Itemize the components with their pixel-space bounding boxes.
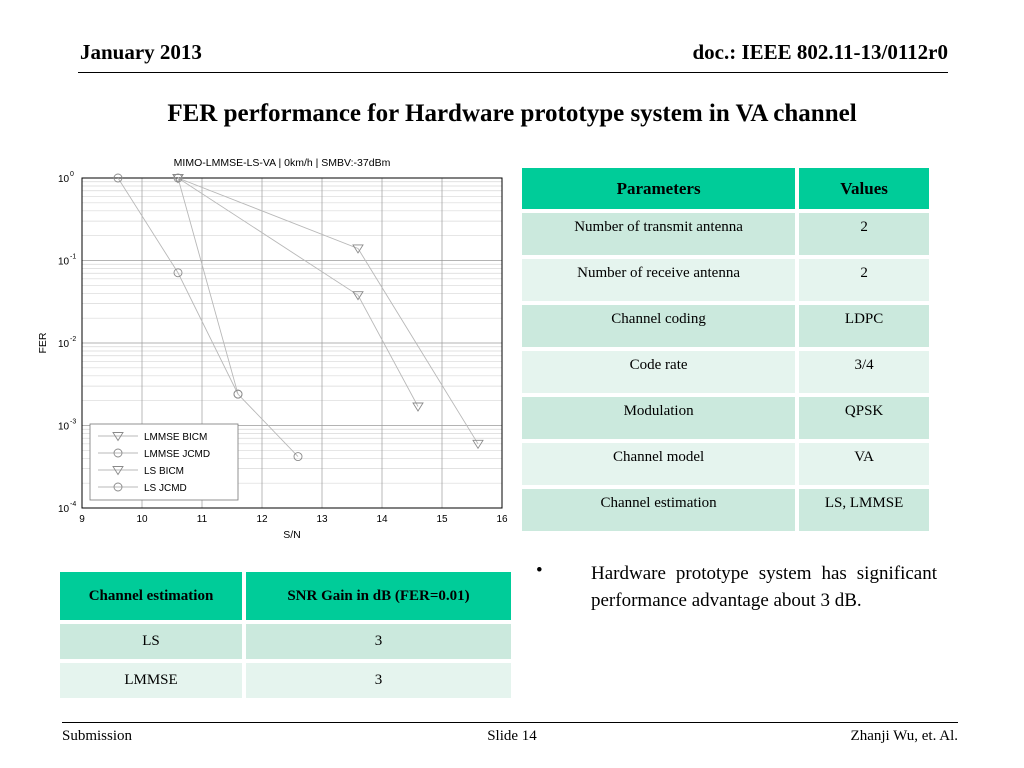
x-tick-label: 13 xyxy=(316,514,328,525)
series-line xyxy=(178,178,478,444)
footer-submission: Submission xyxy=(62,728,133,744)
y-tick-exponent: 0 xyxy=(70,171,74,178)
snr-gain-header: SNR Gain in dB (FER=0.01) xyxy=(244,570,513,622)
bullet-marker: • xyxy=(536,560,543,581)
y-tick-base: 10 xyxy=(58,504,70,515)
table-row xyxy=(520,487,931,533)
param-name: Modulation xyxy=(520,395,797,441)
x-axis-label: S/N xyxy=(283,529,301,541)
snr-gain-value: 3 xyxy=(244,661,513,700)
chart-title: MIMO-LMMSE-LS-VA | 0km/h | SMBV:-37dBm xyxy=(173,157,391,169)
table-row xyxy=(58,661,513,700)
table-row xyxy=(520,441,931,487)
param-value: LS, LMMSE xyxy=(797,487,931,533)
param-name: Code rate xyxy=(520,349,797,395)
header-doc-id: doc.: IEEE 802.11-13/0112r0 xyxy=(692,40,948,64)
header-divider xyxy=(78,72,948,73)
estimation-method: LMMSE xyxy=(58,661,244,700)
legend-label: LS BICM xyxy=(144,466,185,477)
param-value: 3/4 xyxy=(797,349,931,395)
param-name: Channel model xyxy=(520,441,797,487)
footer-author: Zhanji Wu, et. Al. xyxy=(850,728,958,744)
param-value: 2 xyxy=(797,257,931,303)
snr-gain-table xyxy=(58,570,513,700)
table-row xyxy=(520,395,931,441)
series-line xyxy=(178,178,298,457)
table-row xyxy=(520,211,931,257)
y-axis-label: FER xyxy=(37,332,49,354)
footer-divider xyxy=(62,722,958,723)
data-point xyxy=(473,440,483,448)
series-line xyxy=(118,178,238,394)
values-header: Values xyxy=(797,166,931,211)
x-tick-label: 16 xyxy=(496,514,508,525)
footer-slide-number: Slide 14 xyxy=(487,728,537,744)
snr-gain-value: 3 xyxy=(244,622,513,661)
legend-label: LS JCMD xyxy=(144,483,187,494)
y-tick-base: 10 xyxy=(58,256,70,268)
param-value: VA xyxy=(797,441,931,487)
x-tick-label: 11 xyxy=(196,514,208,525)
channel-estimation-header: Channel estimation xyxy=(58,570,244,622)
y-tick-exponent: -3 xyxy=(70,418,77,426)
param-value: LDPC xyxy=(797,303,931,349)
y-tick-base: 10 xyxy=(58,174,70,185)
legend-label: LMMSE BICM xyxy=(144,432,208,443)
x-tick-label: 9 xyxy=(79,514,85,525)
parameters-table xyxy=(520,166,931,533)
param-name: Channel coding xyxy=(520,303,797,349)
table-row xyxy=(520,303,931,349)
y-tick-exponent: -1 xyxy=(70,253,77,261)
y-tick-base: 10 xyxy=(58,339,70,350)
slide-title: FER performance for Hardware prototype system in VA channel xyxy=(167,100,857,127)
param-name: Number of receive antenna xyxy=(520,257,797,303)
table-row xyxy=(520,257,931,303)
param-value: QPSK xyxy=(797,395,931,441)
legend-label: LMMSE JCMD xyxy=(144,449,211,460)
param-name: Number of transmit antenna xyxy=(520,211,797,257)
y-tick-exponent: -2 xyxy=(70,336,77,343)
bullet-text: Hardware prototype system has significant performance advantage about 3 dB. xyxy=(591,563,937,611)
estimation-method: LS xyxy=(58,622,244,661)
fer-chart xyxy=(30,150,520,545)
header-date: January 2013 xyxy=(80,40,202,64)
x-tick-label: 10 xyxy=(136,514,148,525)
param-value: 2 xyxy=(797,211,931,257)
y-tick-exponent: -4 xyxy=(70,501,77,508)
y-tick-base: 10 xyxy=(58,421,70,433)
table-row xyxy=(58,622,513,661)
parameters-header: Parameters xyxy=(520,166,797,211)
x-tick-label: 15 xyxy=(436,514,448,525)
param-name: Channel estimation xyxy=(520,487,797,533)
data-point xyxy=(413,403,423,411)
table-row xyxy=(520,349,931,395)
x-tick-label: 14 xyxy=(376,514,388,525)
x-tick-label: 12 xyxy=(256,514,268,525)
